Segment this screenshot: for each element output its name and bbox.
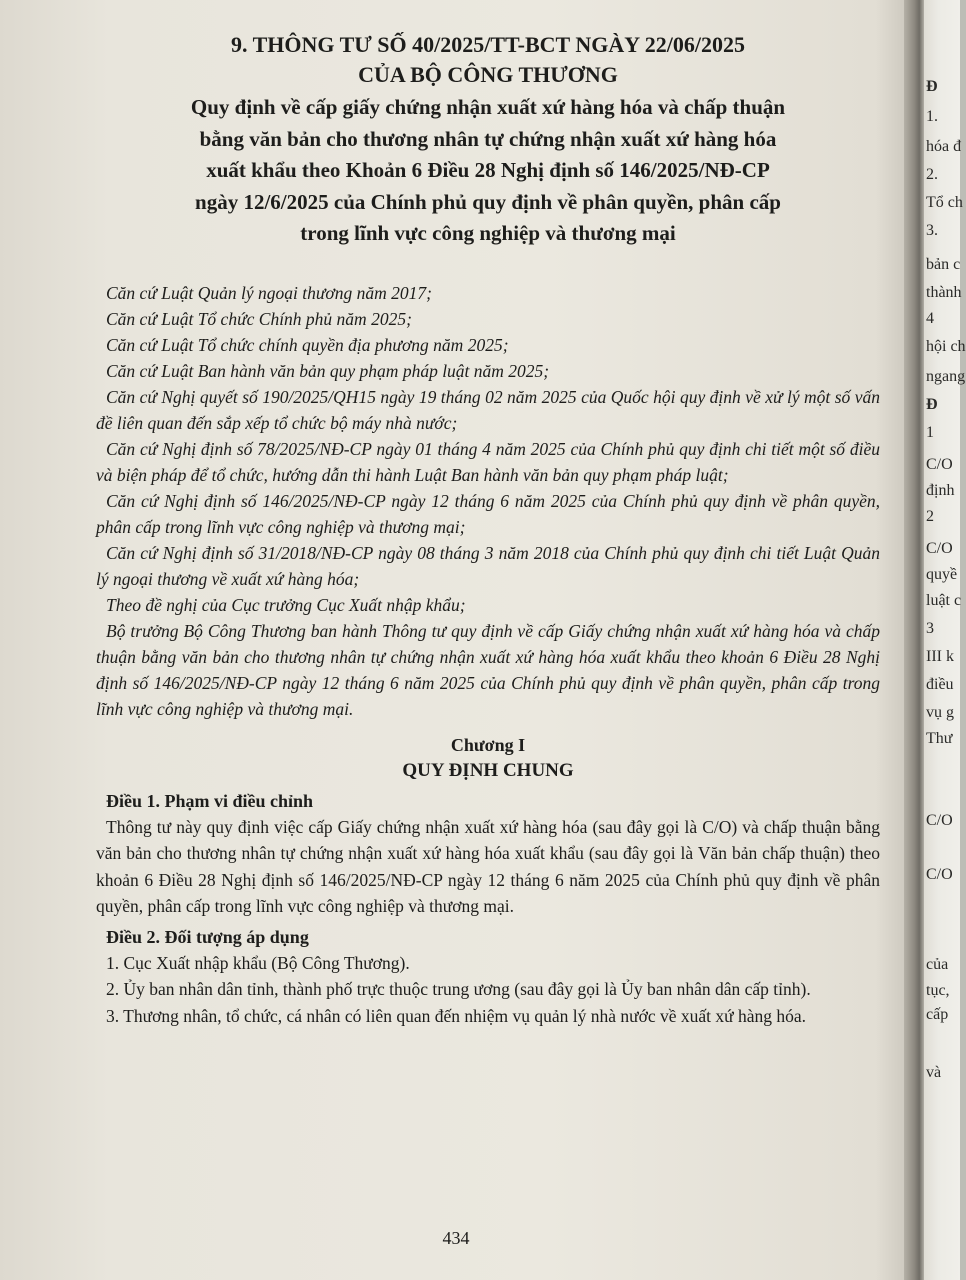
right-page-fragment: 2 bbox=[926, 508, 934, 525]
article-2-heading: Điều 2. Đối tượng áp dụng bbox=[106, 926, 309, 947]
subtitle-line: bằng văn bản cho thương nhân tự chứng nhận xuất xứ hàng hóa bbox=[199, 126, 777, 151]
book-page-right-edge bbox=[924, 0, 966, 1280]
right-page-fragment: ngang bbox=[926, 368, 966, 385]
article-1-heading: Điều 1. Phạm vi điều chỉnh bbox=[106, 790, 314, 811]
legal-basis-item: Căn cứ Luật Tổ chức Chính phủ năm 2025; bbox=[106, 308, 412, 329]
legal-basis-item: Căn cứ Luật Quản lý ngoại thương năm 2017; bbox=[106, 282, 432, 303]
right-page-fragment: C/O bbox=[926, 540, 953, 557]
article-2-item: 3. Thương nhân, tổ chức, cá nhân có liên quan đến nhiệm vụ quản lý nhà nước về xuất xứ hàng hóa. bbox=[106, 1005, 807, 1026]
page-number: 434 bbox=[442, 1228, 470, 1248]
right-page-fragment: 1. bbox=[926, 108, 938, 125]
right-page-fragment: hóa đ bbox=[926, 138, 962, 155]
document-body bbox=[96, 30, 880, 1029]
legal-basis-item: Căn cứ Nghị quyết số 190/2025/QH15 ngày 19 tháng 02 năm 2025 của Quốc hội quy định về xử lý một số vấn đề liên quan đến sắp xếp tổ chức bộ máy nhà nước; bbox=[96, 386, 880, 433]
right-page-fragment: thành bbox=[926, 284, 962, 301]
legal-basis-item: Căn cứ Nghị định số 146/2025/NĐ-CP ngày 12 tháng 6 năm 2025 của Chính phủ quy định về phân quyền, phân cấp trong lĩnh vực công nghiệp và thương mại; bbox=[96, 490, 880, 537]
subtitle-line: xuất khẩu theo Khoản 6 Điều 28 Nghị định số 146/2025/NĐ-CP bbox=[206, 158, 770, 182]
right-page-fragment: 1 bbox=[926, 424, 934, 441]
article-2-item: 2. Ủy ban nhân dân tỉnh, thành phố trực thuộc trung ương (sau đây gọi là Ủy ban nhân dân cấp tỉnh). bbox=[106, 979, 811, 999]
right-page-fragment: vụ g bbox=[926, 704, 954, 721]
legal-basis-item: Theo đề nghị của Cục trưởng Cục Xuất nhập khẩu; bbox=[106, 594, 466, 615]
right-page-fragment: của bbox=[926, 956, 949, 973]
subtitle-line: Quy định về cấp giấy chứng nhận xuất xứ hàng hóa và chấp thuận bbox=[190, 95, 786, 119]
right-page-fragment: C/O bbox=[926, 812, 953, 829]
right-page-fragment: bản c bbox=[926, 256, 961, 273]
legal-basis-item: Căn cứ Nghị định số 78/2025/NĐ-CP ngày 01 tháng 4 năm 2025 của Chính phủ quy định chi tiết một số điều và biện pháp để tổ chức, hướng dẫn thi hành Luật Ban hành văn bản quy phạm pháp luật; bbox=[96, 438, 880, 485]
right-page-fragment: C/O bbox=[926, 456, 953, 473]
subtitle-line: trong lĩnh vực công nghiệp và thương mại bbox=[300, 221, 676, 245]
article-2-item: 1. Cục Xuất nhập khẩu (Bộ Công Thương). bbox=[106, 952, 410, 973]
document-title-line1: 9. THÔNG TƯ SỐ 40/2025/TT-BCT NGÀY 22/06/2025 bbox=[230, 32, 746, 57]
right-page-fragment: 3. bbox=[926, 222, 938, 239]
document-subtitle bbox=[96, 92, 880, 250]
subtitle-line: ngày 12/6/2025 của Chính phủ quy định về phân quyền, phân cấp bbox=[195, 189, 781, 214]
chapter-title: QUY ĐỊNH CHUNG bbox=[402, 759, 574, 781]
right-page-fragment: Tổ ch bbox=[926, 194, 963, 211]
right-page-fragment: III k bbox=[926, 648, 954, 665]
right-page-fragment: 4 bbox=[926, 310, 934, 327]
issuance-statement: Bộ trưởng Bộ Công Thương ban hành Thông tư quy định về cấp Giấy chứng nhận xuất xứ hàng hóa và chấp thuận bằng văn bản cho thương nhân tự chứng nhận xuất xứ hàng hóa xuất khẩu theo khoản 6 Điều 28 Nghị định số 146/2025/NĐ-CP ngày 12 tháng 6 năm 2025 của Chính phủ quy định về phân quyền, phân cấp trong lĩnh vực công nghiệp và thương mại. bbox=[96, 620, 880, 719]
right-page-fragment: Đ bbox=[926, 78, 938, 95]
right-page-fragment: 3 bbox=[926, 620, 934, 637]
right-page-fragment: C/O bbox=[926, 866, 953, 883]
legal-basis-item: Căn cứ Luật Tổ chức chính quyền địa phương năm 2025; bbox=[106, 334, 509, 355]
legal-basis-item: Căn cứ Nghị định số 31/2018/NĐ-CP ngày 08 tháng 3 năm 2018 của Chính phủ quy định chi tiết Luật Quản lý ngoại thương về xuất xứ hàng hóa; bbox=[96, 542, 880, 589]
right-page-fragment: Đ bbox=[926, 396, 938, 413]
right-page-fragment: và bbox=[926, 1064, 942, 1081]
document-title-line2: CỦA BỘ CÔNG THƯƠNG bbox=[358, 62, 618, 87]
book-gutter bbox=[904, 0, 926, 1280]
right-page-fragment: 2. bbox=[926, 166, 938, 183]
right-page-fragment: điều bbox=[926, 676, 954, 693]
right-page-fragment: định bbox=[926, 482, 955, 499]
right-page-fragment: hội ch bbox=[926, 338, 966, 355]
legal-basis-preamble bbox=[96, 280, 880, 722]
right-page-fragment: quyề bbox=[926, 566, 958, 583]
chapter-number: Chương I bbox=[450, 734, 526, 755]
right-page-fragment: Thư bbox=[926, 730, 953, 747]
legal-basis-item: Căn cứ Luật Ban hành văn bản quy phạm pháp luật năm 2025; bbox=[106, 360, 550, 381]
right-page-fragment: luật c bbox=[926, 592, 962, 609]
right-page-fragment: cấp bbox=[926, 1006, 949, 1023]
right-page-fragment: tục, bbox=[926, 982, 950, 999]
article-1-text: Thông tư này quy định việc cấp Giấy chứng nhận xuất xứ hàng hóa (sau đây gọi là C/O) và chấp thuận bằng văn bản cho thương nhân tự chứng nhận xuất xứ hàng hóa xuất khẩu (sau đây gọi là Văn bản chấp thuận) theo khoản 6 Điều 28 Nghị định số 146/2025/NĐ-CP ngày 12 tháng 6 năm 2025 của Chính phủ quy định về phân quyền, phân cấp trong lĩnh vực công nghiệp và thương mại. bbox=[96, 816, 880, 916]
